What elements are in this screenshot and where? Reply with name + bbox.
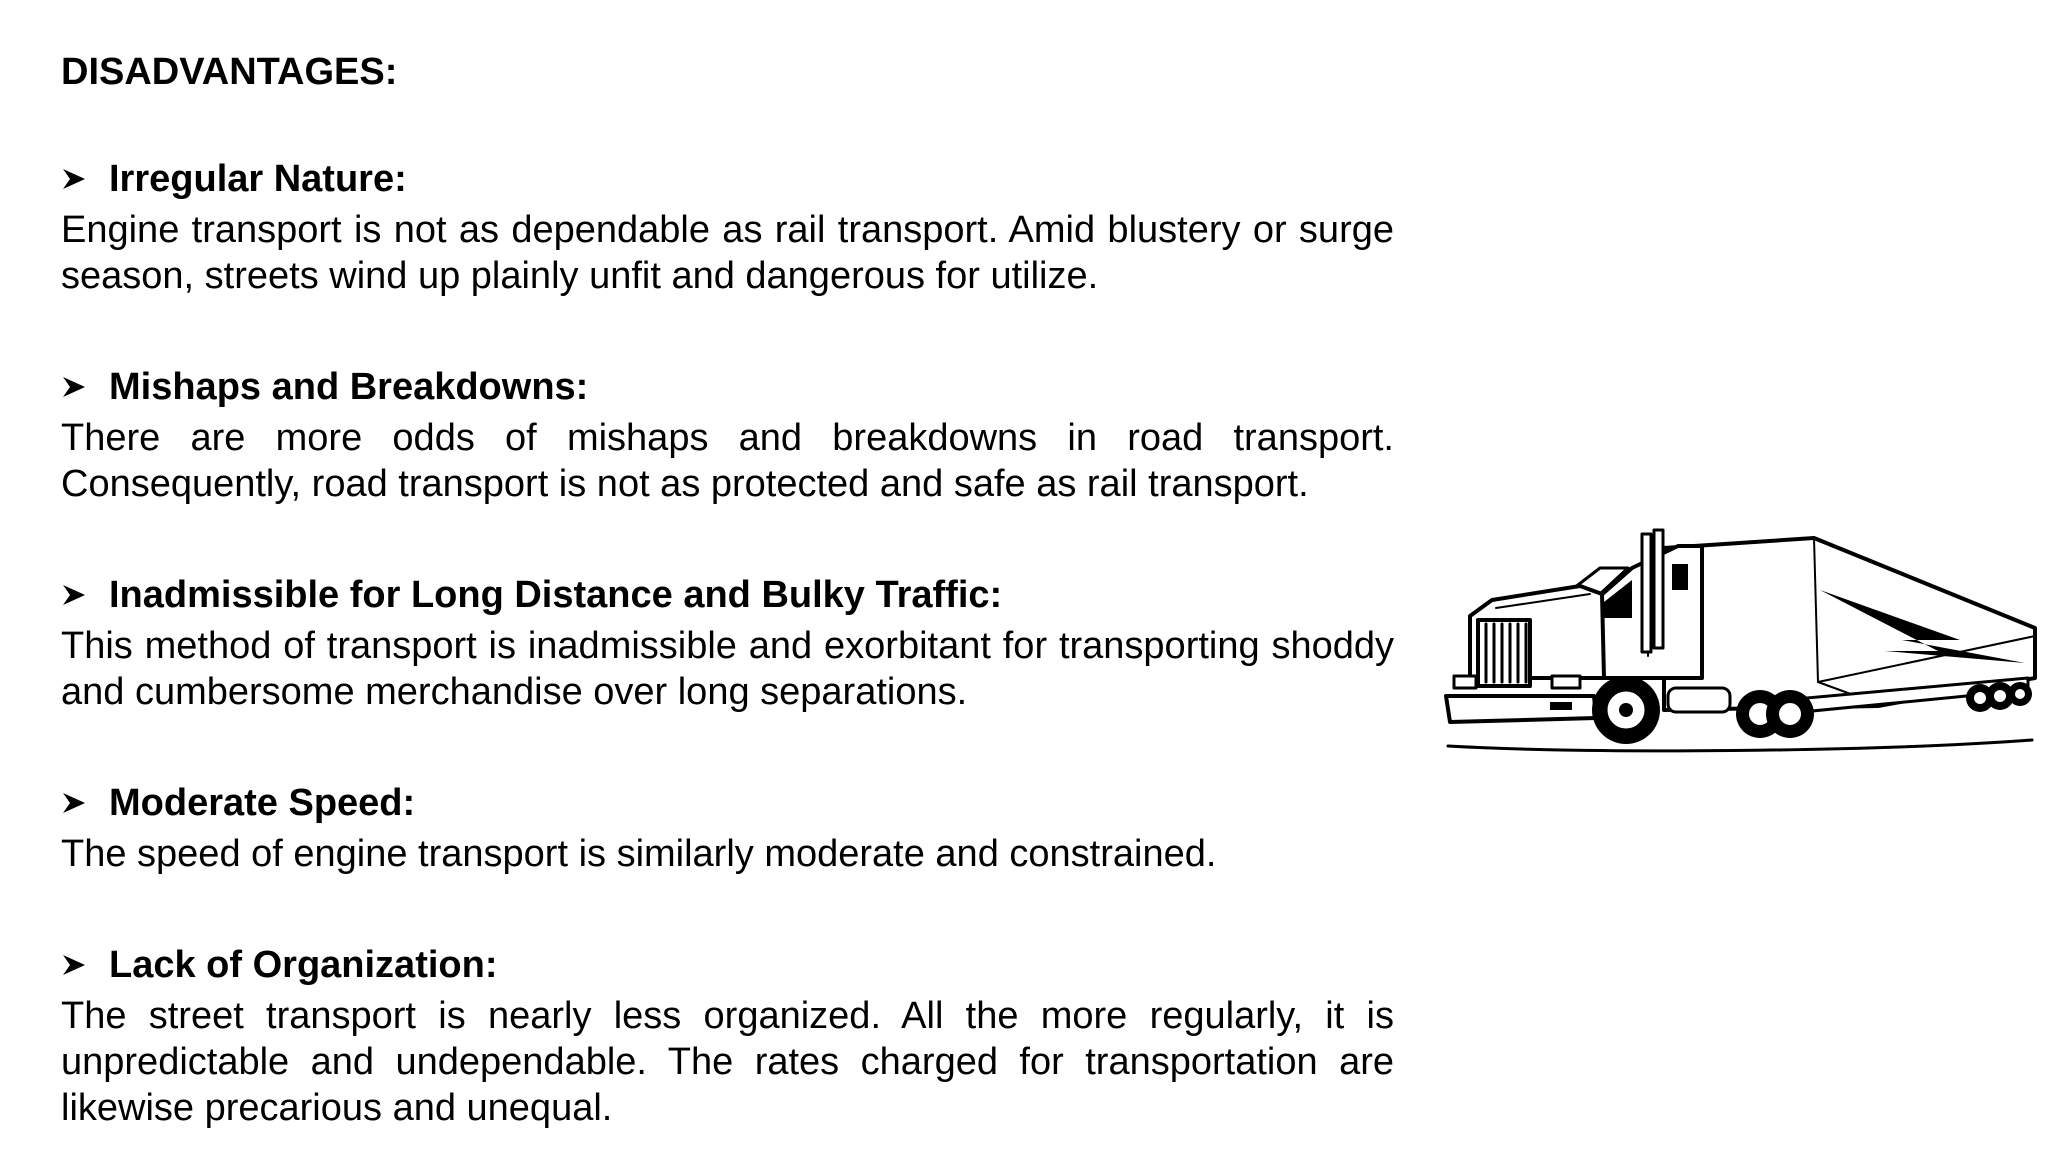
section-body: The street transport is nearly less organized. All the more regularly, it is unpredictable and undependable. The rates charged for transportation are likewise precarious and unequal. [61,995,1394,1129]
arrowhead-bullet-icon [61,582,109,608]
section-heading-text: Mishaps and Breakdowns: [109,365,589,408]
disadvantage-mishaps-and-breakdowns [61,362,1394,507]
arrowhead-bullet-icon [61,952,109,978]
section-heading [61,154,1394,204]
disadvantage-lack-of-organization [61,940,1394,1131]
section-heading [61,940,1394,990]
section-heading-text: Irregular Nature: [109,157,407,200]
section-heading-text: Inadmissible for Long Distance and Bulky Traffic: [109,573,1003,616]
section-heading [61,570,1394,620]
disadvantage-inadmissible-long-distance [61,570,1394,715]
arrowhead-bullet-icon [61,790,109,816]
disadvantage-moderate-speed [61,778,1394,877]
semi-truck-illustration [1440,528,2040,760]
section-body: This method of transport is inadmissible and exorbitant for transporting shoddy and cumbersome merchandise over long separations. [61,625,1394,713]
section-body: The speed of engine transport is similarly moderate and constrained. [61,833,1217,875]
slide-title: DISADVANTAGES: [61,51,398,93]
section-body: There are more odds of mishaps and breakdowns in road transport. Consequently, road transport is not as protected and safe as rail transport. [61,417,1394,505]
section-body: Engine transport is not as dependable as rail transport. Amid blustery or surge season, streets wind up plainly unfit and dangerous for utilize. [61,209,1394,297]
section-heading [61,362,1394,412]
section-heading-text: Moderate Speed: [109,781,416,824]
arrowhead-bullet-icon [61,166,109,192]
section-heading-text: Lack of Organization: [109,943,498,986]
arrowhead-bullet-icon [61,374,109,400]
section-heading [61,778,1394,828]
disadvantage-irregular-nature [61,154,1394,299]
